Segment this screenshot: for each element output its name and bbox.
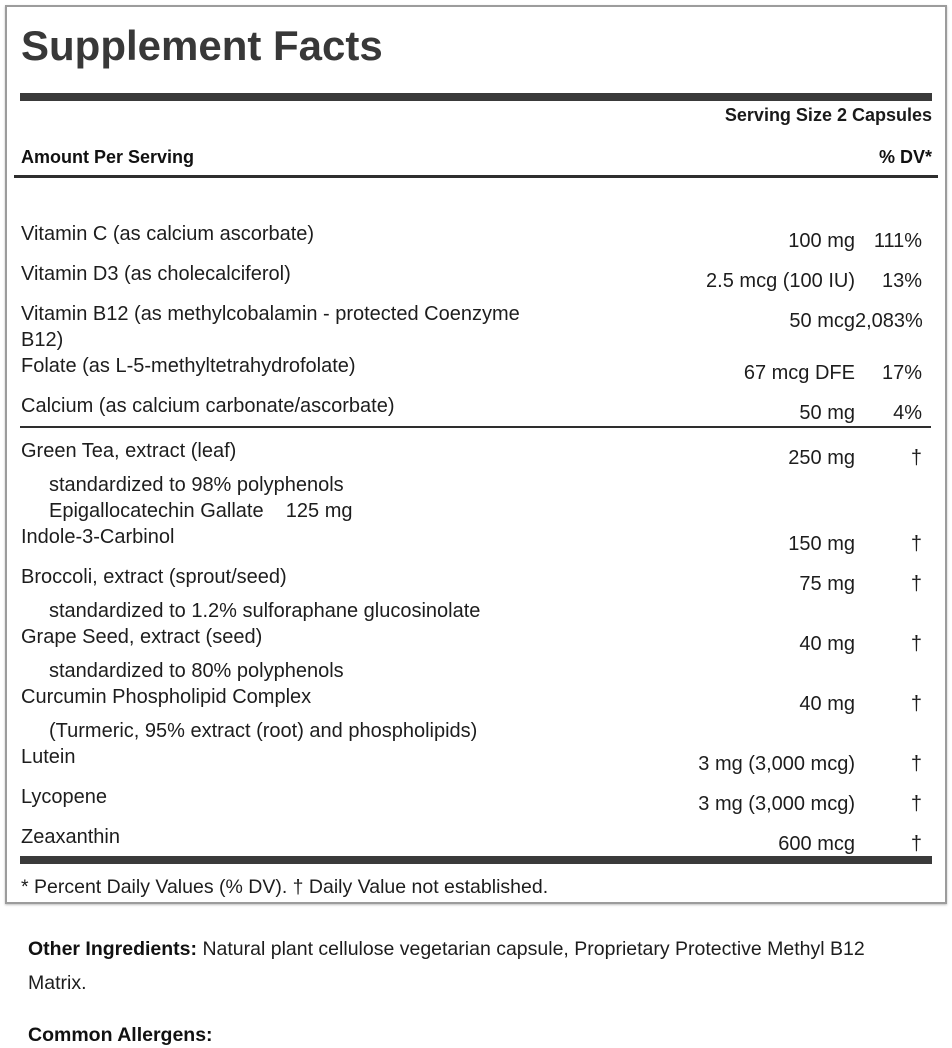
ingredient-dv: 2,083% [855, 310, 923, 332]
ingredient-amount: 50 mcg [789, 310, 855, 332]
ingredient-amount: 50 mg [799, 402, 855, 424]
ingredient-amount: 100 mg [788, 230, 855, 252]
ingredient-dv: † [910, 573, 922, 595]
ingredient-amount: 3 mg (3,000 mcg) [698, 753, 855, 775]
amount-per-serving-header: Amount Per Serving [21, 147, 195, 167]
other-ingredients-text: Natural plant cellulose vegetarian capsule, Proprietary Protective Methyl B12 Matrix. [28, 938, 865, 994]
facts-rows [14, 178, 938, 855]
ingredient-row [21, 564, 938, 595]
ingredient-row [21, 784, 938, 815]
ingredient-amount: 40 mg [799, 693, 855, 715]
ingredient-name: Zeaxanthin [21, 826, 120, 848]
ingredient-amount: 250 mg [788, 447, 855, 469]
section-divider [20, 426, 931, 428]
ingredient-subtext: Epigallocatechin Gallate 125 mg [49, 500, 353, 522]
ingredient-name: Broccoli, extract (sprout/seed) [21, 566, 287, 588]
ingredient-subtext: standardized to 80% polyphenols [49, 660, 344, 682]
ingredient-dv: 4% [893, 402, 922, 424]
ingredient-subtext: standardized to 1.2% sulforaphane glucosinolate [49, 600, 481, 622]
ingredient-name: Calcium (as calcium carbonate/ascorbate) [21, 395, 395, 417]
supplement-label-page [0, 5, 952, 1048]
ingredient-subtext: standardized to 98% polyphenols [49, 474, 344, 496]
ingredient-name: Grape Seed, extract (seed) [21, 626, 263, 648]
ingredient-amount: 3 mg (3,000 mcg) [698, 793, 855, 815]
divider-thick-bottom [20, 856, 932, 864]
percent-dv-header: % DV* [878, 147, 932, 167]
ingredient-row [21, 624, 938, 655]
ingredient-amount: 150 mg [788, 533, 855, 555]
serving-size: Serving Size 2 Capsules [724, 105, 932, 125]
ingredient-row [21, 684, 938, 715]
ingredient-dv: † [910, 833, 922, 855]
ingredient-amount: 600 mcg [778, 833, 855, 855]
ingredient-amount: 67 mcg DFE [743, 362, 855, 384]
ingredient-row [21, 301, 938, 353]
ingredient-dv: † [910, 533, 922, 555]
ingredient-name: Lutein [21, 746, 76, 768]
common-allergens-label: Common Allergens: [28, 1024, 213, 1046]
ingredient-row [21, 261, 938, 292]
ingredient-dv: † [910, 793, 922, 815]
ingredient-dv: 17% [881, 362, 922, 384]
ingredient-dv: † [910, 633, 922, 655]
ingredient-row [21, 221, 938, 252]
footer-section [28, 932, 918, 1048]
ingredient-row [21, 524, 938, 555]
ingredient-dv: † [910, 753, 922, 775]
ingredient-row [21, 353, 938, 384]
ingredient-row [21, 744, 938, 775]
ingredient-amount: 2.5 mcg (100 IU) [706, 270, 855, 292]
ingredient-name: Lycopene [21, 786, 107, 808]
other-ingredients [28, 932, 918, 1000]
ingredient-row [21, 824, 938, 855]
ingredient-name: Vitamin C (as calcium ascorbate) [21, 223, 315, 245]
ingredient-amount: 40 mg [799, 633, 855, 655]
ingredient-name: Vitamin D3 (as cholecalciferol) [21, 263, 291, 285]
ingredient-name: Folate (as L-5-methyltetrahydrofolate) [21, 355, 356, 377]
ingredient-dv: 13% [881, 270, 922, 292]
ingredient-row [21, 393, 938, 424]
other-ingredients-label: Other Ingredients: [28, 938, 198, 960]
ingredient-name: Curcumin Phospholipid Complex [21, 686, 312, 708]
columns-header [21, 146, 932, 168]
ingredient-dv: † [910, 447, 922, 469]
ingredient-name: Vitamin B12 (as methylcobalamin - protected Coenzyme B12) [21, 301, 789, 353]
dv-footnote: * Percent Daily Values (% DV). † Daily Value not established. [21, 876, 549, 898]
ingredient-amount: 75 mg [799, 573, 855, 595]
divider-thick-top [20, 93, 932, 101]
ingredient-row [21, 438, 938, 469]
ingredient-name-line2: B12) [21, 329, 64, 351]
panel-title: Supplement Facts [21, 22, 383, 69]
ingredient-dv: 111% [873, 230, 922, 252]
ingredient-name: Indole-3-Carbinol [21, 526, 175, 548]
ingredient-dv: † [910, 693, 922, 715]
ingredient-subtext: (Turmeric, 95% extract (root) and phospholipids) [49, 720, 478, 742]
ingredient-name: Green Tea, extract (leaf) [21, 440, 237, 462]
supplement-facts-panel [5, 5, 947, 904]
